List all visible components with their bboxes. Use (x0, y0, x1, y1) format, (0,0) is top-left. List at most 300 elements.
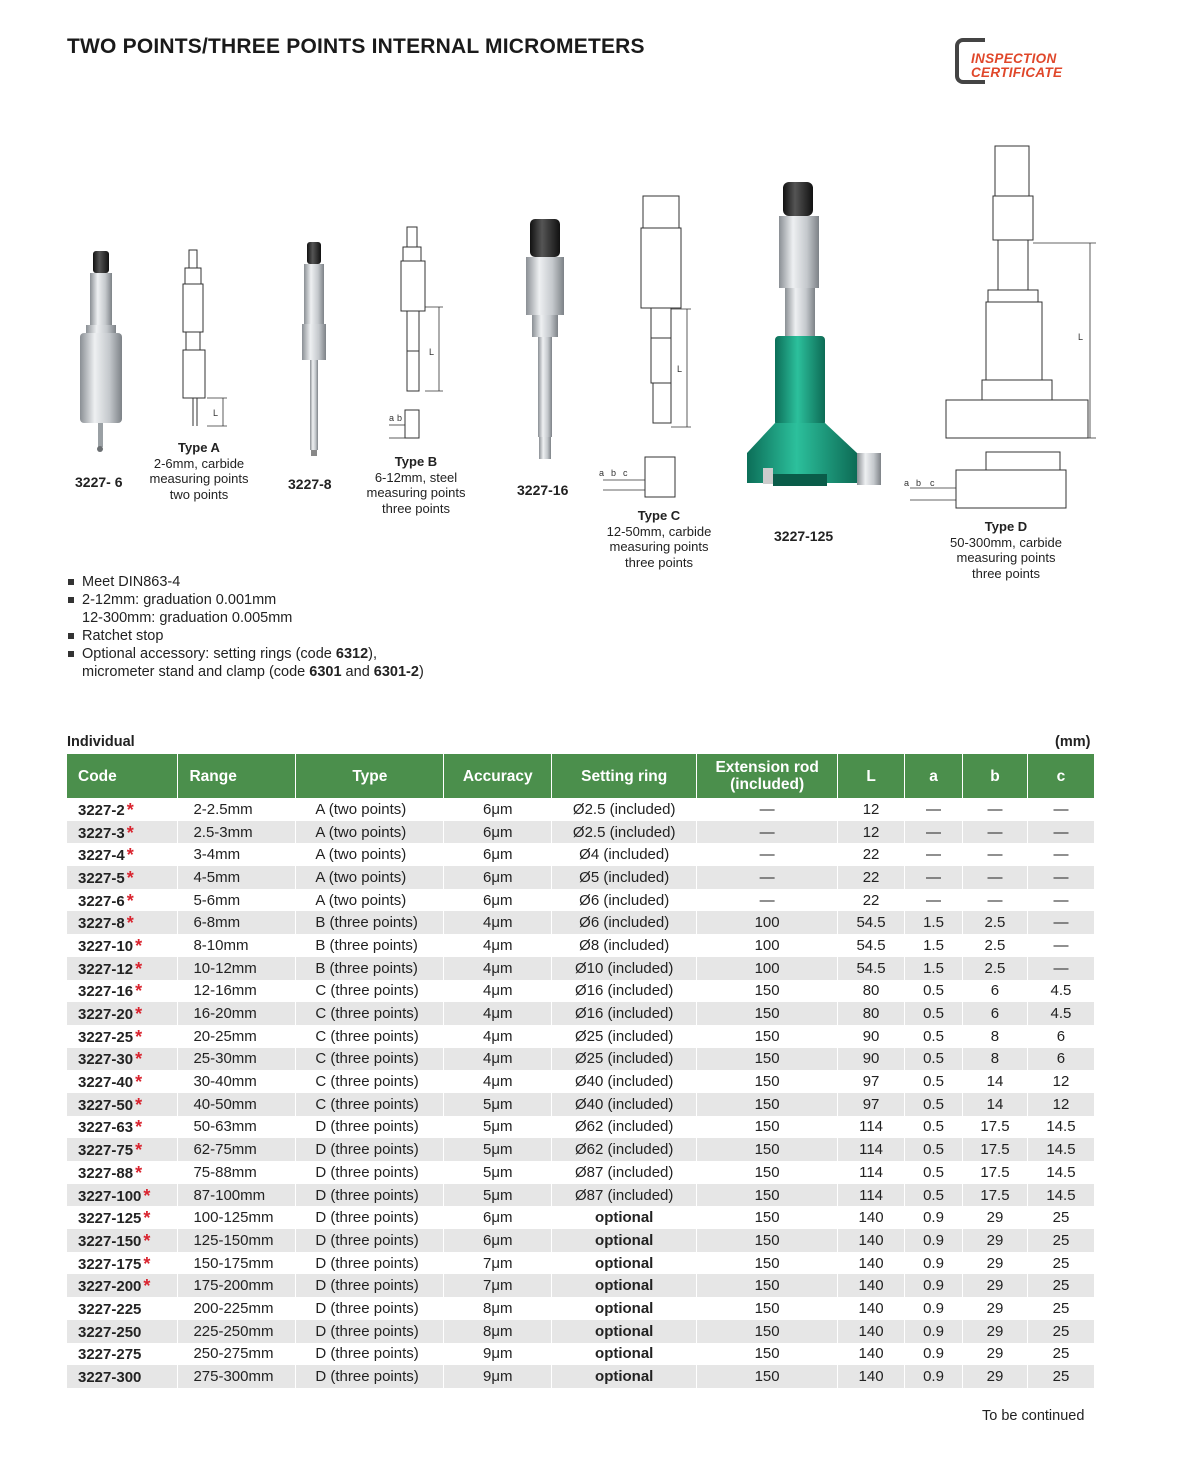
cell-accuracy: 6μm (444, 866, 552, 889)
cell-b: 17.5 (962, 1138, 1027, 1161)
cell-b: 29 (962, 1229, 1027, 1252)
table-row (67, 1048, 1095, 1071)
cell-setting-ring: Ø10 (included) (552, 957, 697, 980)
cell-type: A (two points) (296, 843, 444, 866)
cell-extension-rod: 150 (697, 1252, 838, 1275)
cell-extension-rod: 150 (697, 1206, 838, 1229)
type-c-label: Type C 12-50mm, carbide measuring points three points (606, 508, 712, 570)
cell-setting-ring: Ø2.5 (included) (552, 821, 697, 844)
inspection-star-icon: * (135, 981, 143, 1002)
cell-b: — (962, 798, 1027, 821)
cell-l: 12 (838, 798, 905, 821)
cell-type: D (three points) (296, 1116, 444, 1139)
cell-code: 3227-75 * (67, 1138, 178, 1161)
cell-l: 54.5 (838, 957, 905, 980)
cell-type: B (three points) (296, 957, 444, 980)
table-row (67, 1252, 1095, 1275)
micrometer-3227-8-image (290, 238, 340, 463)
col-header-l: L (838, 754, 905, 798)
inspection-star-icon: * (143, 1276, 151, 1297)
cell-code: 3227-8 * (67, 911, 178, 934)
cell-type: C (three points) (296, 980, 444, 1003)
cell-setting-ring: Ø62 (included) (552, 1116, 697, 1139)
cell-a: 0.5 (905, 980, 963, 1003)
cell-code: 3227-275 (67, 1343, 178, 1366)
cell-code: 3227-100 * (67, 1184, 178, 1207)
cell-a: 0.5 (905, 1093, 963, 1116)
inspection-star-icon: * (135, 1094, 143, 1115)
cell-range: 20-25mm (178, 1025, 296, 1048)
table-row (67, 1184, 1095, 1207)
cell-extension-rod: — (697, 866, 838, 889)
cell-l: 80 (838, 980, 905, 1003)
feature-item: Meet DIN863-4 (67, 573, 424, 591)
inspection-star-icon: * (135, 1140, 143, 1161)
cell-l: 140 (838, 1297, 905, 1320)
cell-range: 87-100mm (178, 1184, 296, 1207)
cell-a: — (905, 798, 963, 821)
cell-c: 25 (1027, 1365, 1094, 1388)
cell-setting-ring: Ø16 (included) (552, 980, 697, 1003)
cell-c: — (1027, 866, 1094, 889)
svg-text:L: L (1078, 332, 1084, 342)
cell-c: — (1027, 798, 1094, 821)
cell-b: 29 (962, 1252, 1027, 1275)
cell-b: 2.5 (962, 911, 1027, 934)
cell-setting-ring: Ø25 (included) (552, 1025, 697, 1048)
svg-text:c: c (623, 468, 628, 478)
cell-a: 0.9 (905, 1206, 963, 1229)
cell-b: 17.5 (962, 1184, 1027, 1207)
cell-range: 16-20mm (178, 1002, 296, 1025)
cell-extension-rod: 150 (697, 1320, 838, 1343)
cell-l: 140 (838, 1365, 905, 1388)
cell-b: 14 (962, 1093, 1027, 1116)
table-caption: Individual (67, 734, 135, 750)
cell-a: 0.5 (905, 1184, 963, 1207)
cell-l: 140 (838, 1206, 905, 1229)
cell-b: — (962, 889, 1027, 912)
col-header-c: c (1027, 754, 1094, 798)
cell-type: D (three points) (296, 1206, 444, 1229)
table-row (67, 1320, 1095, 1343)
continued-note: To be continued (982, 1408, 1085, 1424)
cell-accuracy: 4μm (444, 957, 552, 980)
cell-accuracy: 4μm (444, 934, 552, 957)
type-b-label: Type B 6-12mm, steel measuring points three points (366, 454, 466, 516)
cell-extension-rod: — (697, 798, 838, 821)
cell-b: 29 (962, 1297, 1027, 1320)
col-header-type: Type (296, 754, 444, 798)
inspection-star-icon: * (135, 1117, 143, 1138)
cell-range: 175-200mm (178, 1274, 296, 1297)
micrometer-3227-6-image (70, 245, 140, 455)
cell-l: 54.5 (838, 911, 905, 934)
cell-l: 90 (838, 1048, 905, 1071)
cell-accuracy: 6μm (444, 843, 552, 866)
cell-l: 54.5 (838, 934, 905, 957)
cell-code: 3227-2 * (67, 798, 178, 821)
cell-l: 114 (838, 1161, 905, 1184)
cell-a: 0.5 (905, 1025, 963, 1048)
page-title: TWO POINTS/THREE POINTS INTERNAL MICROMETERS (67, 35, 645, 58)
cell-range: 12-16mm (178, 980, 296, 1003)
cell-a: 1.5 (905, 911, 963, 934)
cell-accuracy: 4μm (444, 1070, 552, 1093)
cell-b: 6 (962, 1002, 1027, 1025)
cell-a: 0.5 (905, 1002, 963, 1025)
cell-c: — (1027, 957, 1094, 980)
cell-c: 14.5 (1027, 1161, 1094, 1184)
cell-type: D (three points) (296, 1229, 444, 1252)
cell-b: 17.5 (962, 1161, 1027, 1184)
cell-c: — (1027, 889, 1094, 912)
inspection-star-icon: * (126, 845, 134, 866)
cell-setting-ring: Ø6 (included) (552, 889, 697, 912)
cell-extension-rod: 100 (697, 934, 838, 957)
cell-setting-ring: Ø40 (included) (552, 1070, 697, 1093)
cell-setting-ring: Ø4 (included) (552, 843, 697, 866)
type-d-drawing (900, 140, 1100, 525)
cell-extension-rod: 150 (697, 1161, 838, 1184)
cell-accuracy: 6μm (444, 1206, 552, 1229)
col-header-extension-rod: Extension rod (included) (697, 754, 838, 798)
table-row (67, 1206, 1095, 1229)
table-row (67, 1274, 1095, 1297)
cell-code: 3227-5 * (67, 866, 178, 889)
cell-setting-ring: optional (552, 1229, 697, 1252)
cell-b: — (962, 843, 1027, 866)
cell-range: 50-63mm (178, 1116, 296, 1139)
cell-l: 114 (838, 1184, 905, 1207)
type-d-label: Type D 50-300mm, carbide measuring points three points (950, 519, 1062, 581)
cell-a: 1.5 (905, 957, 963, 980)
cell-extension-rod: — (697, 889, 838, 912)
svg-text:c: c (930, 478, 935, 488)
cell-c: 6 (1027, 1025, 1094, 1048)
cell-setting-ring: optional (552, 1252, 697, 1275)
inspection-star-icon: * (126, 867, 134, 888)
cell-b: 29 (962, 1320, 1027, 1343)
cell-b: 29 (962, 1365, 1027, 1388)
inspection-certificate-logo: INSPECTION CERTIFICATE (955, 38, 1097, 84)
cell-b: 17.5 (962, 1116, 1027, 1139)
cell-code: 3227-20 * (67, 1002, 178, 1025)
cell-extension-rod: 150 (697, 1365, 838, 1388)
cell-type: C (three points) (296, 1093, 444, 1116)
cell-b: 14 (962, 1070, 1027, 1093)
cell-range: 40-50mm (178, 1093, 296, 1116)
cell-accuracy: 9μm (444, 1365, 552, 1388)
cell-setting-ring: optional (552, 1365, 697, 1388)
cell-type: B (three points) (296, 934, 444, 957)
cell-accuracy: 6μm (444, 1229, 552, 1252)
cell-l: 90 (838, 1025, 905, 1048)
cell-accuracy: 5μm (444, 1116, 552, 1139)
cell-code: 3227-175 * (67, 1252, 178, 1275)
cell-type: C (three points) (296, 1002, 444, 1025)
cell-range: 30-40mm (178, 1070, 296, 1093)
cell-range: 225-250mm (178, 1320, 296, 1343)
table-row (67, 1297, 1095, 1320)
cell-accuracy: 5μm (444, 1093, 552, 1116)
table-row (67, 980, 1095, 1003)
feature-item-continued: micrometer stand and clamp (code 6301 and 6301-2) (82, 664, 424, 680)
cell-range: 100-125mm (178, 1206, 296, 1229)
cell-code: 3227-10 * (67, 934, 178, 957)
cell-l: 12 (838, 821, 905, 844)
table-row (67, 1365, 1095, 1388)
cell-type: D (three points) (296, 1297, 444, 1320)
cell-b: — (962, 866, 1027, 889)
cell-extension-rod: 150 (697, 1274, 838, 1297)
svg-text:a: a (389, 413, 395, 423)
cell-code: 3227-50 * (67, 1093, 178, 1116)
table-row (67, 866, 1095, 889)
cell-a: — (905, 843, 963, 866)
cell-range: 4-5mm (178, 866, 296, 889)
type-b-drawing (385, 225, 455, 445)
feature-list (67, 573, 424, 681)
cell-code: 3227-3 * (67, 821, 178, 844)
inspection-star-icon: * (135, 935, 143, 956)
cell-setting-ring: optional (552, 1343, 697, 1366)
cell-c: — (1027, 934, 1094, 957)
cell-type: A (two points) (296, 866, 444, 889)
cell-setting-ring: optional (552, 1274, 697, 1297)
unit-label: (mm) (1055, 734, 1091, 750)
product-code-3227-125: 3227-125 (774, 528, 834, 544)
cell-accuracy: 9μm (444, 1343, 552, 1366)
cell-range: 2-2.5mm (178, 798, 296, 821)
cell-accuracy: 6μm (444, 889, 552, 912)
table-row (67, 1138, 1095, 1161)
cell-b: 8 (962, 1048, 1027, 1071)
cell-range: 10-12mm (178, 957, 296, 980)
cell-l: 140 (838, 1252, 905, 1275)
cell-extension-rod: 150 (697, 1297, 838, 1320)
inspection-star-icon: * (126, 890, 134, 911)
cell-code: 3227-200 * (67, 1274, 178, 1297)
cell-extension-rod: 150 (697, 1070, 838, 1093)
cell-accuracy: 6μm (444, 821, 552, 844)
cell-type: A (two points) (296, 889, 444, 912)
cell-setting-ring: Ø62 (included) (552, 1138, 697, 1161)
col-header-b: b (962, 754, 1027, 798)
cell-code: 3227-30 * (67, 1048, 178, 1071)
product-code-3227-6: 3227- 6 (75, 474, 123, 490)
table-row (67, 1002, 1095, 1025)
cell-a: 0.9 (905, 1297, 963, 1320)
cell-type: D (three points) (296, 1274, 444, 1297)
cell-extension-rod: 150 (697, 1343, 838, 1366)
type-a-drawing (175, 248, 245, 433)
cell-c: 25 (1027, 1252, 1094, 1275)
cell-a: 0.5 (905, 1138, 963, 1161)
cell-code: 3227-150 * (67, 1229, 178, 1252)
cell-a: 0.5 (905, 1048, 963, 1071)
col-header-accuracy: Accuracy (444, 754, 552, 798)
cell-setting-ring: optional (552, 1297, 697, 1320)
cell-accuracy: 8μm (444, 1297, 552, 1320)
cell-l: 22 (838, 843, 905, 866)
cell-extension-rod: 100 (697, 911, 838, 934)
cell-accuracy: 4μm (444, 1025, 552, 1048)
cell-accuracy: 4μm (444, 1048, 552, 1071)
svg-text:b: b (916, 478, 922, 488)
cell-a: 0.9 (905, 1274, 963, 1297)
cell-code: 3227-12 * (67, 957, 178, 980)
cell-c: 25 (1027, 1229, 1094, 1252)
cell-c: — (1027, 821, 1094, 844)
table-row (67, 821, 1095, 844)
cell-setting-ring: Ø87 (included) (552, 1161, 697, 1184)
cell-extension-rod: 150 (697, 1002, 838, 1025)
cell-l: 97 (838, 1093, 905, 1116)
cell-accuracy: 6μm (444, 798, 552, 821)
cell-accuracy: 4μm (444, 980, 552, 1003)
col-header-range: Range (178, 754, 296, 798)
cell-extension-rod: 150 (697, 1048, 838, 1071)
cell-range: 125-150mm (178, 1229, 296, 1252)
cell-a: — (905, 821, 963, 844)
cell-a: 0.9 (905, 1320, 963, 1343)
cell-setting-ring: Ø40 (included) (552, 1093, 697, 1116)
svg-text:L: L (677, 364, 683, 374)
cell-c: 12 (1027, 1070, 1094, 1093)
cell-b: — (962, 821, 1027, 844)
inspection-star-icon: * (135, 958, 143, 979)
cell-extension-rod: 150 (697, 1025, 838, 1048)
cell-b: 2.5 (962, 934, 1027, 957)
inspection-star-icon: * (135, 1026, 143, 1047)
table-row (67, 1070, 1095, 1093)
cell-b: 2.5 (962, 957, 1027, 980)
cell-l: 22 (838, 889, 905, 912)
cell-a: 0.9 (905, 1365, 963, 1388)
cell-setting-ring: Ø2.5 (included) (552, 798, 697, 821)
cell-extension-rod: — (697, 821, 838, 844)
table-row (67, 911, 1095, 934)
cell-c: 25 (1027, 1320, 1094, 1343)
cell-accuracy: 5μm (444, 1184, 552, 1207)
cell-extension-rod: 150 (697, 1184, 838, 1207)
cell-c: — (1027, 911, 1094, 934)
svg-text:b: b (397, 413, 403, 423)
cell-code: 3227-63 * (67, 1116, 178, 1139)
cell-range: 75-88mm (178, 1161, 296, 1184)
cell-l: 140 (838, 1274, 905, 1297)
svg-text:L: L (213, 408, 219, 418)
cell-type: B (three points) (296, 911, 444, 934)
cell-a: 0.5 (905, 1116, 963, 1139)
cell-range: 3-4mm (178, 843, 296, 866)
cell-extension-rod: — (697, 843, 838, 866)
cell-extension-rod: 150 (697, 1138, 838, 1161)
table-row (67, 843, 1095, 866)
cell-code: 3227-300 (67, 1365, 178, 1388)
cell-type: D (three points) (296, 1343, 444, 1366)
cell-accuracy: 8μm (444, 1320, 552, 1343)
table-header-row (67, 754, 1095, 798)
cell-l: 22 (838, 866, 905, 889)
cell-c: 25 (1027, 1343, 1094, 1366)
inspection-star-icon: * (135, 1049, 143, 1070)
table-row (67, 1093, 1095, 1116)
cell-range: 5-6mm (178, 889, 296, 912)
inspection-star-icon: * (135, 1004, 143, 1025)
table-row (67, 1229, 1095, 1252)
cell-code: 3227-25 * (67, 1025, 178, 1048)
inspection-star-icon: * (126, 799, 134, 820)
svg-text:L: L (429, 347, 435, 357)
cell-type: C (three points) (296, 1070, 444, 1093)
cell-range: 250-275mm (178, 1343, 296, 1366)
cell-accuracy: 5μm (444, 1161, 552, 1184)
svg-text:b: b (611, 468, 617, 478)
cell-type: D (three points) (296, 1252, 444, 1275)
specification-table (67, 754, 1095, 1388)
cell-code: 3227-250 (67, 1320, 178, 1343)
cell-b: 29 (962, 1206, 1027, 1229)
cell-c: 14.5 (1027, 1184, 1094, 1207)
cell-range: 25-30mm (178, 1048, 296, 1071)
cell-code: 3227-88 * (67, 1161, 178, 1184)
inspection-star-icon: * (143, 1208, 151, 1229)
cell-type: D (three points) (296, 1320, 444, 1343)
cell-c: 25 (1027, 1206, 1094, 1229)
cell-extension-rod: 150 (697, 980, 838, 1003)
type-c-drawing (595, 192, 700, 502)
inspection-star-icon: * (135, 1072, 143, 1093)
cell-range: 8-10mm (178, 934, 296, 957)
cell-accuracy: 5μm (444, 1138, 552, 1161)
table-row (67, 1161, 1095, 1184)
cell-l: 114 (838, 1138, 905, 1161)
feature-item: 2-12mm: graduation 0.001mm (67, 591, 424, 609)
cell-a: — (905, 889, 963, 912)
cell-range: 150-175mm (178, 1252, 296, 1275)
inspection-star-icon: * (135, 1162, 143, 1183)
cell-b: 8 (962, 1025, 1027, 1048)
cell-extension-rod: 150 (697, 1229, 838, 1252)
cell-b: 6 (962, 980, 1027, 1003)
micrometer-3227-125-image (745, 178, 885, 518)
cell-setting-ring: Ø5 (included) (552, 866, 697, 889)
cell-setting-ring: optional (552, 1206, 697, 1229)
feature-item-continued: 12-300mm: graduation 0.005mm (82, 610, 293, 626)
cell-c: 14.5 (1027, 1138, 1094, 1161)
table-row (67, 798, 1095, 821)
cell-setting-ring: Ø8 (included) (552, 934, 697, 957)
inspection-star-icon: * (126, 913, 134, 934)
cell-c: 4.5 (1027, 980, 1094, 1003)
cell-c: 12 (1027, 1093, 1094, 1116)
inspection-star-icon: * (143, 1230, 151, 1251)
product-code-3227-8: 3227-8 (288, 476, 332, 492)
cell-code: 3227-40 * (67, 1070, 178, 1093)
inspection-star-icon: * (143, 1185, 151, 1206)
cell-a: 0.5 (905, 1070, 963, 1093)
cell-l: 140 (838, 1320, 905, 1343)
micrometer-3227-16-image (520, 215, 580, 465)
cell-type: D (three points) (296, 1138, 444, 1161)
svg-text:a: a (599, 468, 605, 478)
cell-type: A (two points) (296, 798, 444, 821)
feature-item: Ratchet stop (67, 627, 424, 645)
cell-extension-rod: 150 (697, 1093, 838, 1116)
table-row (67, 889, 1095, 912)
